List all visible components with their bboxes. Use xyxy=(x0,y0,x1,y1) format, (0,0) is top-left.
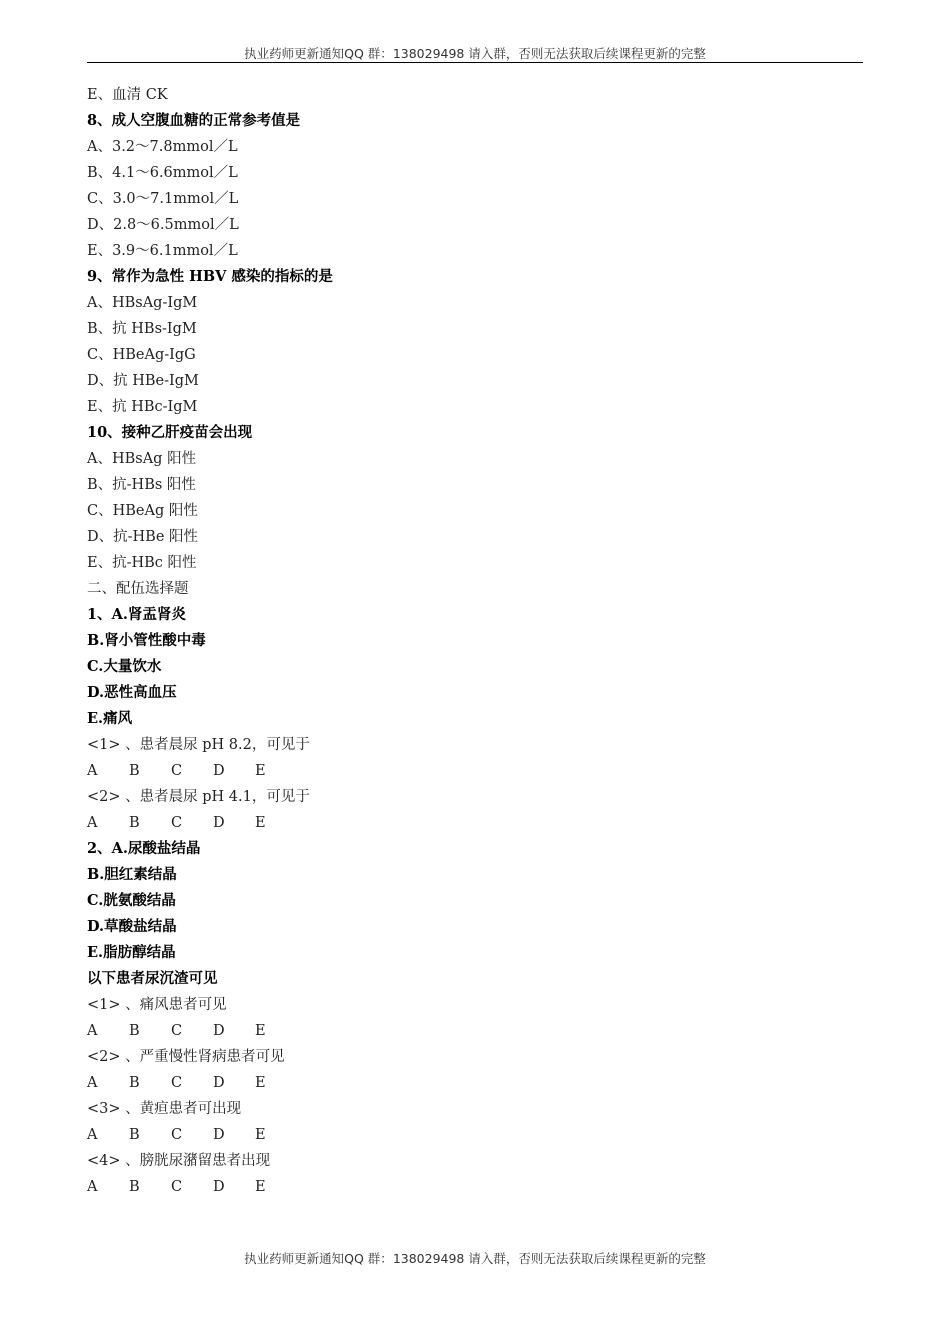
question-line: B.肾小管性酸中毒 xyxy=(87,632,206,649)
answer-choice-letter: B xyxy=(129,763,140,779)
option-line: <3> 、黄疸患者可出现 xyxy=(87,1101,242,1117)
option-line: D、抗-HBe 阳性 xyxy=(87,529,199,545)
question-line: 8、成人空腹血糖的正常参考值是 xyxy=(87,112,301,129)
answer-choice-letter: C xyxy=(171,763,183,779)
footer-qq-label: QQ xyxy=(344,1251,364,1266)
answer-choice-letter: E xyxy=(255,763,266,779)
header-prefix: 执业药师更新通知 xyxy=(244,46,345,61)
option-line: D、2.8～6.5mmol／L xyxy=(87,217,239,233)
header-group-label: 群： xyxy=(363,46,393,61)
footer-group-label: 群： xyxy=(363,1251,393,1266)
header-qq-label: QQ xyxy=(344,46,364,61)
answer-choice-letter: A xyxy=(87,1127,98,1143)
answer-choice-letter: D xyxy=(213,763,225,779)
option-line: B、抗-HBs 阳性 xyxy=(87,477,196,493)
header-suffix: 请入群，否则无法获取后续课程更新的完整 xyxy=(464,46,706,61)
footer-group-number: 138029498 xyxy=(392,1251,465,1266)
option-line: C、3.0～7.1mmol／L xyxy=(87,191,239,207)
question-line: B.胆红素结晶 xyxy=(87,866,177,883)
answer-choice-letter: C xyxy=(171,1075,183,1091)
answer-choice-letter: D xyxy=(213,1075,225,1091)
answer-choices-row xyxy=(87,758,863,784)
answer-choices-row xyxy=(87,1122,863,1148)
option-line: A、3.2～7.8mmol／L xyxy=(87,139,238,155)
question-line: E.脂肪醇结晶 xyxy=(87,944,176,961)
option-line: B、4.1～6.6mmol／L xyxy=(87,165,238,181)
option-line: <1> 、痛风患者可见 xyxy=(87,997,227,1013)
answer-choice-letter: E xyxy=(255,1127,266,1143)
answer-choice-letter: D xyxy=(213,815,225,831)
answer-choice-letter: A xyxy=(87,763,98,779)
answer-choice-letter: C xyxy=(171,1179,183,1195)
answer-choice-letter: A xyxy=(87,815,98,831)
option-line: <1> 、患者晨尿 pH 8.2，可见于 xyxy=(87,737,310,753)
question-line: C.大量饮水 xyxy=(87,658,162,675)
question-line: 1、A.肾盂肾炎 xyxy=(87,606,186,623)
option-line: <4> 、膀胱尿潴留患者出现 xyxy=(87,1153,271,1169)
answer-choice-letter: B xyxy=(129,815,140,831)
answer-choice-letter: D xyxy=(213,1023,225,1039)
answer-choice-letter: E xyxy=(255,1023,266,1039)
question-line: D.恶性高血压 xyxy=(87,684,177,701)
answer-choice-letter: E xyxy=(255,815,266,831)
footer-suffix: 请入群，否则无法获取后续课程更新的完整 xyxy=(464,1251,706,1266)
answer-choices-row xyxy=(87,810,863,836)
question-line: 以下患者尿沉渣可见 xyxy=(87,970,218,987)
answer-choices-row xyxy=(87,1070,863,1096)
answer-choice-letter: B xyxy=(129,1023,140,1039)
answer-choices-row xyxy=(87,1174,863,1200)
question-line: 10、接种乙肝疫苗会出现 xyxy=(87,424,253,441)
answer-choice-letter: B xyxy=(129,1075,140,1091)
answer-choices-row xyxy=(87,1018,863,1044)
answer-choice-letter: E xyxy=(255,1075,266,1091)
answer-choice-letter: B xyxy=(129,1127,140,1143)
document-body xyxy=(87,82,863,1200)
option-line: C、HBeAg 阳性 xyxy=(87,503,198,519)
answer-choice-letter: C xyxy=(171,1127,183,1143)
answer-choice-letter: C xyxy=(171,815,183,831)
option-line: A、HBsAg 阳性 xyxy=(87,451,197,467)
answer-choice-letter: D xyxy=(213,1127,225,1143)
option-line: <2> 、严重慢性肾病患者可见 xyxy=(87,1049,285,1065)
option-line: B、抗 HBs-IgM xyxy=(87,321,197,337)
answer-choice-letter: A xyxy=(87,1075,98,1091)
answer-choice-letter: C xyxy=(171,1023,183,1039)
question-line: D.草酸盐结晶 xyxy=(87,918,177,935)
header-group-number: 138029498 xyxy=(392,46,465,61)
answer-choice-letter: A xyxy=(87,1023,98,1039)
option-line: C、HBeAg-IgG xyxy=(87,347,196,363)
option-line: E、3.9～6.1mmol／L xyxy=(87,243,238,259)
question-line: 2、A.尿酸盐结晶 xyxy=(87,840,201,857)
question-line: E.痛风 xyxy=(87,710,133,727)
answer-choice-letter: D xyxy=(213,1179,225,1195)
option-line: <2> 、患者晨尿 pH 4.1，可见于 xyxy=(87,789,310,805)
page-footer xyxy=(87,1249,863,1267)
option-line: E、抗-HBc 阳性 xyxy=(87,555,197,571)
option-line: 二、配伍选择题 xyxy=(87,581,189,597)
option-line: E、抗 HBc-IgM xyxy=(87,399,198,415)
footer-prefix: 执业药师更新通知 xyxy=(244,1251,345,1266)
question-line: 9、常作为急性 HBV 感染的指标的是 xyxy=(87,268,333,285)
option-line: A、HBsAg-IgM xyxy=(87,295,198,311)
question-line: C.胱氨酸结晶 xyxy=(87,892,176,909)
page-header xyxy=(87,44,863,63)
option-line: D、抗 HBe-IgM xyxy=(87,373,199,389)
option-line: E、血清 CK xyxy=(87,87,168,103)
answer-choice-letter: E xyxy=(255,1179,266,1195)
answer-choice-letter: B xyxy=(129,1179,140,1195)
answer-choice-letter: A xyxy=(87,1179,98,1195)
